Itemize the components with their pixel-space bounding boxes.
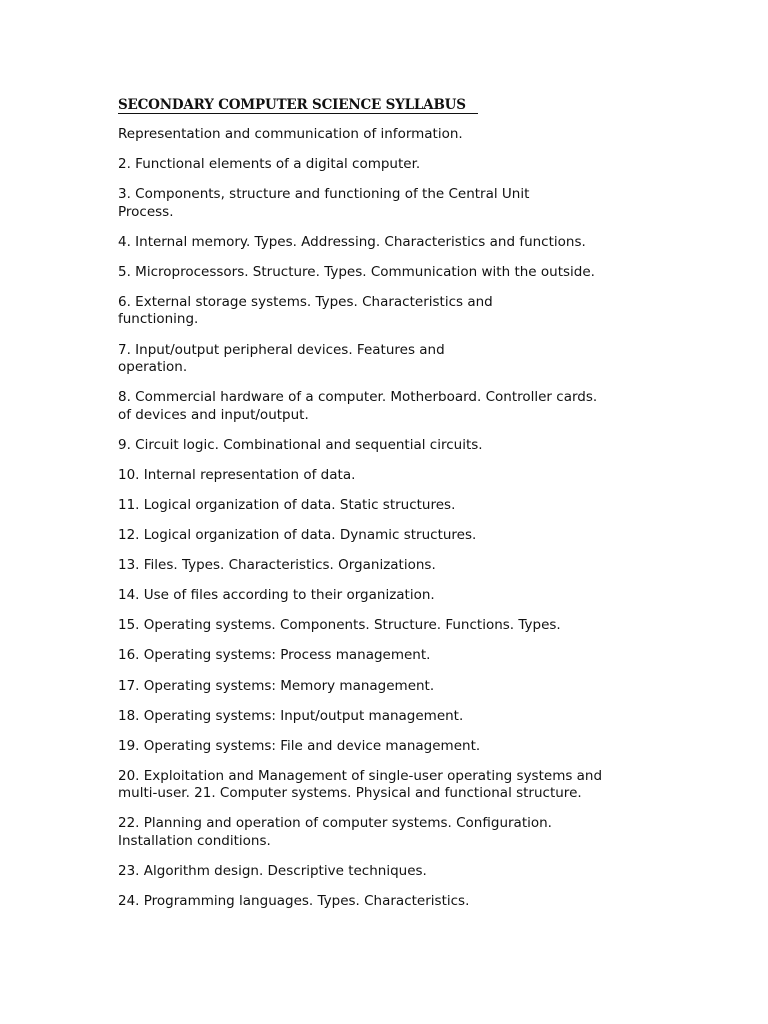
- syllabus-item: 9. Circuit logic. Combinational and sequential circuits.: [118, 436, 483, 453]
- syllabus-item: 7. Input/output peripheral devices. Features and operation.: [118, 341, 445, 376]
- syllabus-list: [118, 126, 638, 911]
- syllabus-item: 12. Logical organization of data. Dynamic structures.: [118, 527, 477, 544]
- syllabus-item: 22. Planning and operation of computer systems. Configuration. Installation conditions.: [118, 815, 552, 849]
- syllabus-item: 16. Operating systems: Process management.: [118, 647, 431, 664]
- syllabus-item: 11. Logical organization of data. Static structures.: [118, 496, 456, 513]
- syllabus-item: 15. Operating systems. Components. Structure. Functions. Types.: [118, 617, 561, 634]
- syllabus-item: 10. Internal representation of data.: [118, 466, 356, 483]
- syllabus-item: 18. Operating systems: Input/output management.: [118, 707, 464, 724]
- syllabus-item: 8. Commercial hardware of a computer. Motherboard. Controller cards. of devices and input/output.: [118, 389, 598, 423]
- syllabus-item: 13. Files. Types. Characteristics. Organizations.: [118, 557, 436, 574]
- syllabus-item: 19. Operating systems: File and device management.: [118, 737, 481, 754]
- syllabus-item: Representation and communication of information.: [118, 126, 463, 142]
- syllabus-item: 5. Microprocessors. Structure. Types. Communication with the outside.: [118, 263, 595, 280]
- syllabus-item: 2. Functional elements of a digital computer.: [118, 156, 421, 173]
- document-title: SECONDARY COMPUTER SCIENCE SYLLABUS: [118, 97, 478, 114]
- syllabus-item: 6. External storage systems. Types. Characteristics and functioning.: [118, 293, 493, 328]
- syllabus-item: 23. Algorithm design. Descriptive techniques.: [118, 862, 427, 879]
- document-page: [118, 96, 638, 923]
- syllabus-item: 4. Internal memory. Types. Addressing. Characteristics and functions.: [118, 233, 586, 250]
- syllabus-item: 24. Programming languages. Types. Characteristics.: [118, 893, 470, 910]
- syllabus-item: 3. Components, structure and functioning of the Central Unit Process.: [118, 186, 530, 220]
- syllabus-item: 17. Operating systems: Memory management.: [118, 677, 435, 694]
- syllabus-item: 20. Exploitation and Management of single-user operating systems and multi-user. 21. Computer systems. Physical and functional structure.: [118, 767, 603, 802]
- syllabus-item: 14. Use of files according to their organization.: [118, 587, 435, 604]
